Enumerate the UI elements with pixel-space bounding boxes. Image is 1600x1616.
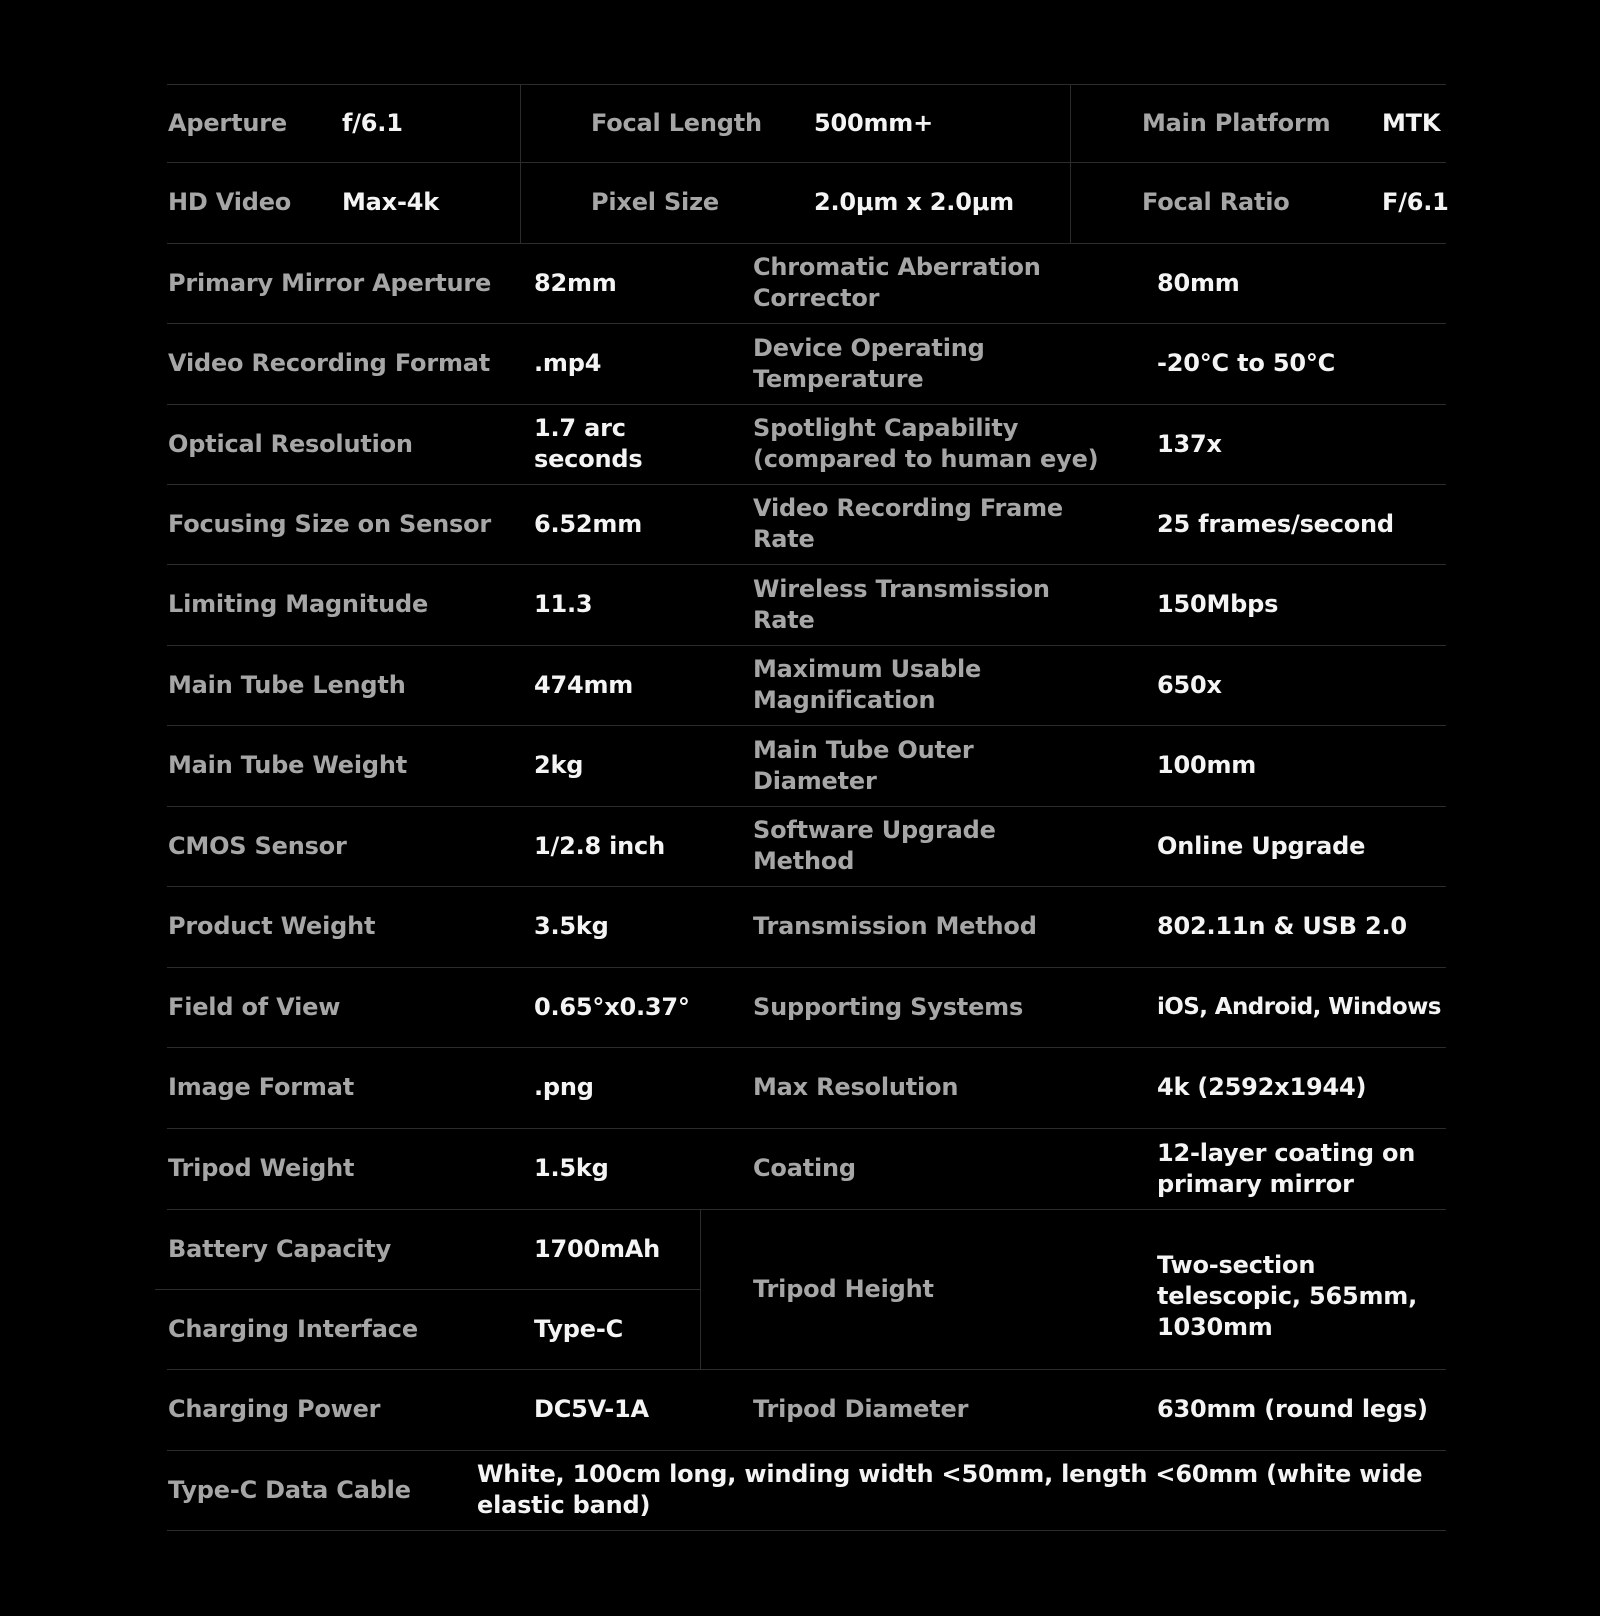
column-divider [520, 84, 521, 243]
spec-value: 150Mbps [1157, 590, 1279, 618]
spec-label: Focusing Size on Sensor [168, 509, 492, 538]
spec-label: Maximum Usable Magnification [753, 655, 982, 714]
spec-label: Software Upgrade Method [753, 816, 996, 875]
spec-label: Field of View [168, 992, 341, 1021]
spec-value: -20°C to 50°C [1157, 349, 1336, 377]
spec-label: Main Platform [1142, 108, 1331, 137]
spec-value: .mp4 [534, 349, 602, 377]
spec-label: Chromatic Aberration Corrector [753, 253, 1041, 312]
spec-label: Product Weight [168, 912, 376, 940]
spec-label: Spotlight Capability (compared to human eye) [753, 414, 1099, 473]
spec-value: 2.0μm x 2.0μm [814, 188, 1014, 216]
spec-value: Online Upgrade [1157, 831, 1366, 860]
spec-label: Type-C Data Cable [168, 1475, 411, 1504]
spec-value: 100mm [1157, 751, 1257, 779]
spec-label: Tripod Height [753, 1274, 934, 1303]
spec-value: 474mm [534, 670, 634, 699]
spec-value: Two-section telescopic, 565mm, 1030mm [1157, 1251, 1417, 1341]
spec-label: Max Resolution [753, 1073, 959, 1101]
spec-label: Device Operating Temperature [753, 333, 985, 393]
spec-value: 4k (2592x1944) [1157, 1073, 1367, 1101]
spec-label: Transmission Method [753, 912, 1037, 940]
spec-value: Max-4k [342, 188, 439, 216]
spec-value: 650x [1157, 670, 1222, 699]
spec-value: 137x [1157, 429, 1222, 458]
spec-value: 1700mAh [534, 1234, 661, 1263]
spec-value: Type-C [534, 1314, 623, 1343]
spec-label: Supporting Systems [753, 992, 1024, 1021]
spec-value: 82mm [534, 268, 617, 297]
spec-label: Pixel Size [591, 188, 719, 216]
spec-label: Wireless Transmission Rate [753, 574, 1050, 634]
spec-value: f/6.1 [342, 108, 403, 137]
spec-label: HD Video [168, 188, 292, 216]
spec-label: Tripod Diameter [753, 1395, 969, 1423]
spec-value: 25 frames/second [1157, 509, 1394, 538]
spec-label: Main Tube Outer Diameter [753, 735, 974, 795]
spec-value: 3.5kg [534, 912, 609, 940]
spec-value: 6.52mm [534, 509, 643, 538]
column-divider [700, 1209, 701, 1369]
spec-label: Video Recording Frame Rate [753, 494, 1063, 553]
spec-label: Charging Power [168, 1395, 381, 1423]
spec-label: Focal Ratio [1142, 188, 1290, 216]
spec-label: Main Tube Length [168, 670, 406, 699]
spec-label: Focal Length [591, 108, 762, 137]
spec-value: 802.11n & USB 2.0 [1157, 912, 1407, 940]
spec-value: 2kg [534, 751, 584, 779]
spec-label: CMOS Sensor [168, 831, 347, 860]
spec-label: Battery Capacity [168, 1234, 392, 1263]
spec-label: Aperture [168, 108, 287, 137]
spec-value: .png [534, 1073, 594, 1101]
column-divider [1070, 84, 1071, 243]
spec-value: 1.7 arc seconds [534, 414, 643, 473]
spec-label: Optical Resolution [168, 429, 413, 458]
spec-value: MTK [1382, 108, 1441, 137]
spec-label: Primary Mirror Aperture [168, 268, 492, 297]
spec-value: 0.65°x0.37° [534, 992, 690, 1021]
spec-value: 1/2.8 inch [534, 831, 665, 860]
spec-label: Tripod Weight [168, 1154, 355, 1182]
spec-label: Limiting Magnitude [168, 590, 429, 618]
spec-value: 12-layer coating on primary mirror [1157, 1138, 1416, 1198]
spec-value: F/6.1 [1382, 188, 1449, 216]
spec-value: 500mm+ [814, 108, 934, 137]
row-divider [167, 1530, 1446, 1531]
spec-label: Coating [753, 1154, 856, 1182]
spec-label: Main Tube Weight [168, 751, 408, 779]
spec-value: 11.3 [534, 590, 593, 618]
spec-label: Video Recording Format [168, 349, 491, 377]
spec-value: DC5V-1A [534, 1395, 649, 1423]
spec-value: White, 100cm long, winding width <50mm, length <60mm (white wide elastic band) [477, 1460, 1423, 1519]
spec-value: 1.5kg [534, 1154, 609, 1182]
spec-value: 630mm (round legs) [1157, 1395, 1428, 1423]
spec-label: Image Format [168, 1073, 354, 1101]
spec-value: 80mm [1157, 268, 1240, 297]
spec-label: Charging Interface [168, 1314, 418, 1343]
spec-value: iOS, Android, Windows [1157, 993, 1441, 1020]
